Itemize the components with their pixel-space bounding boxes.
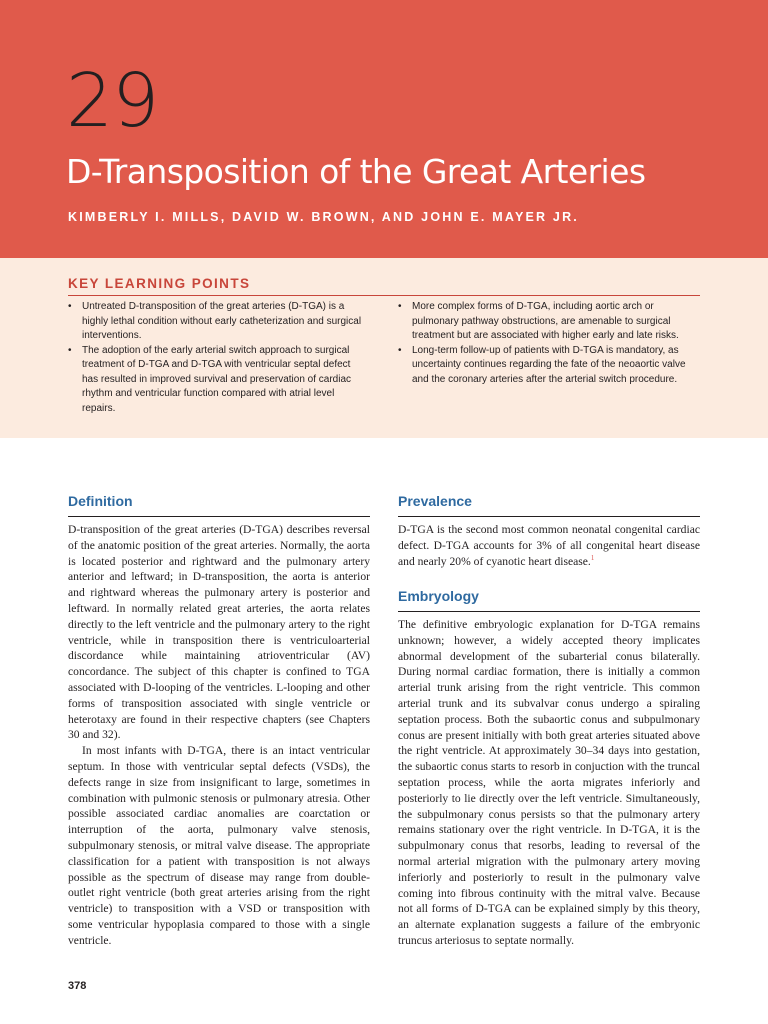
- key-point: • More complex forms of D-TGA, including aortic arch or pulmonary pathway obstructions, are amenable to surgical treatment but are associated with higher early and late risks.: [398, 300, 698, 344]
- key-point: • Long-term follow-up of patients with D-TGA is mandatory, as uncertainty continues regarding the fate of the neoaortic valve and the coronary arteries after the arterial switch procedure.: [398, 344, 698, 388]
- definition-paragraph-2: In most infants with D-TGA, there is an intact ventricular septum. In those with ventricular septal defects (VSDs), the defects range in size from insignificant to large, sometimes in combination with pulmonic stenosis or pulmonary atresia. Other possible associated cardiac anomalies are coarctation or interruption of the aorta, pulmonary valve stenosis, subpulmonary stenosis, or mitral valve disease. The appropriate classification for a patient with transposition is not always possible as the spectrum of disease may range from double-outlet right ventricle (both great arteries arising from the right ventricle) to transposition with a VSD or transposition with some ventricular hypoplasia compared to those with a single ventricle.: [68, 744, 370, 947]
- chapter-number: 29: [66, 58, 159, 144]
- key-point: • The adoption of the early arterial switch approach to surgical treatment of D-TGA and D-TGA with ventricular septal defect has resulted in improved survival and preservation of cardiac rhythm and ventricular function compared with atrial level repairs.: [68, 344, 368, 417]
- key-learning-points-heading: KEY LEARNING POINTS: [68, 276, 251, 291]
- key-points-right-list: [398, 300, 698, 387]
- page-number: 378: [68, 980, 87, 992]
- key-point: • Untreated D-transposition of the great arteries (D-TGA) is a highly lethal condition without early catheterization and surgical interventions.: [68, 300, 368, 344]
- embryology-paragraph: The definitive embryologic explanation for D-TGA remains unknown; however, a widely accepted theory implicates abnormal development of the subarterial conus bilaterally. During normal cardiac formation, there is initially a common arterial trunk arising from the right ventricle. This common arterial trunk and its subvalvar conus undergo a spiraling septation process. Both the subaortic conus and subpulmonary conus are present initially with both great arteries situated above the right ventricle. At approximately 30–34 days into gestation, the subaortic conus starts to resorb in conjuction with the truncal septation process, while the aorta migrates inferiorly and posteriorly to lie directly over the left ventricle. Simultaneously, the subpulmonary conus persists so that the pulmonary artery remains stationary over the right ventricle. In D-TGA, it is the subpulmonary conus that resorbs, leading to reversal of the normal arterial migration with the pulmonary artery moving inferiorly and posteriorly to result in the pulmonary valve coming into fibrous continuity with the mitral valve. Because not all forms of D-TGA can be explained simply by this theory, an alternate explanation suggests a failure of the embryonic truncus arteriosus to septate normally.: [398, 618, 700, 947]
- prevalence-text: D-TGA is the second most common neonatal congenital cardiac defect. D-TGA accounts for 3% of all congenital heart disease and nearly 20% of cyanotic heart disease.: [398, 523, 700, 568]
- key-points-left-list: [68, 300, 368, 416]
- definition-paragraph-1: D-transposition of the great arteries (D-TGA) describes reversal of the anatomic position of the great arteries. Normally, the aorta is located posterior and rightward and the pulmonary artery anterior and leftward; in D-transposition, the aorta is anterior and rightward whereas the pulmonary artery is posterior and leftward. In normally related great arteries, the aorta relates directly to the left ventricle and the pulmonary artery to the right ventricle, while in transposition there is ventriculoarterial discordance while maintaining atrioventricular (AV) concordance. The subject of this chapter is confined to TGA associated with D-looping of the ventricles. L-looping and other forms of transposition associated with single ventricle or heterotaxy are found in their respective chapters (see Chapters 30 and 32).: [68, 523, 370, 742]
- reference-link[interactable]: 1: [590, 553, 595, 562]
- chapter-title: D-Transposition of the Great Arteries: [66, 152, 646, 191]
- embryology-body: [398, 617, 700, 949]
- chapter-authors: KIMBERLY I. MILLS, DAVID W. BROWN, AND JOHN E. MAYER JR.: [68, 210, 579, 224]
- embryology-heading: Embryology: [398, 588, 479, 604]
- prevalence-rule: [398, 516, 700, 517]
- definition-heading: Definition: [68, 493, 133, 509]
- embryology-rule: [398, 611, 700, 612]
- key-learning-points-rule: [68, 295, 700, 296]
- prevalence-heading: Prevalence: [398, 493, 472, 509]
- definition-body: [68, 522, 370, 949]
- definition-rule: [68, 516, 370, 517]
- chapter-header: [0, 0, 768, 258]
- prevalence-body: [398, 522, 700, 569]
